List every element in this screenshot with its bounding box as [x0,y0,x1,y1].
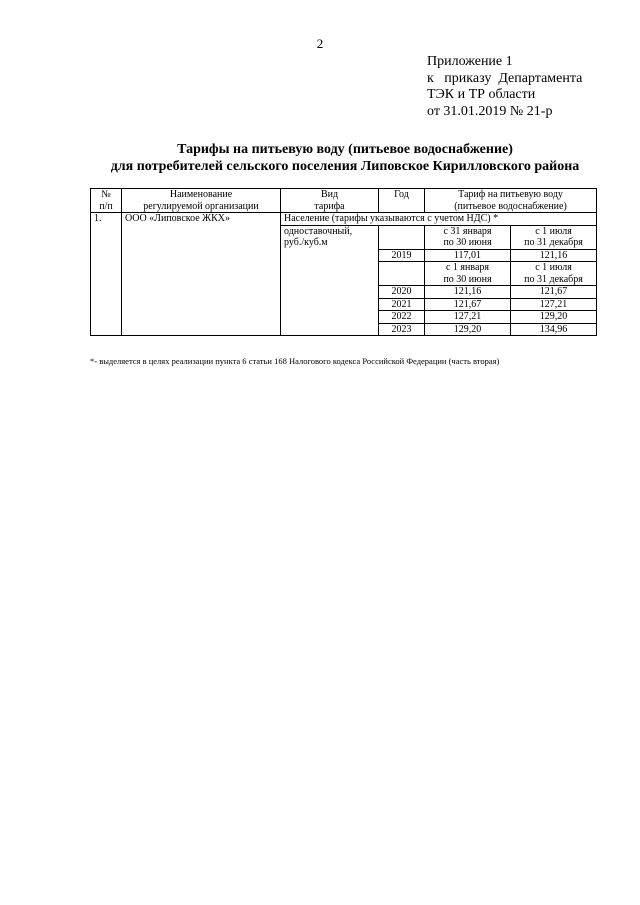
page-number: 2 [316,36,324,51]
header-organization: Наименование регулируемой организации [122,189,281,213]
table-row [91,213,597,226]
value-cell: 121,67 [425,298,511,311]
value-cell: 134,96 [511,323,597,336]
year-cell: 2023 [379,323,425,336]
period-header: с 1 июля по 31 декабря [511,225,597,249]
value-cell: 121,16 [425,286,511,299]
appendix-line: Приложение 1 [427,54,513,69]
tariff-type: одноставочный, руб./куб.м [281,225,379,336]
value-cell: 127,21 [425,311,511,324]
value-cell: 121,67 [511,286,597,299]
header-year: Год [379,189,425,213]
row-number: 1. [91,213,122,336]
period-header: с 1 января по 30 июня [425,262,511,286]
blank-cell [379,225,425,249]
appendix-line: к приказу Департамента [427,70,583,86]
document-title [60,141,630,175]
appendix-header [427,54,607,120]
appendix-line: ТЭК и ТР области [427,87,536,102]
value-cell: 121,16 [511,249,597,262]
blank-cell [379,262,425,286]
population-note: Население (тарифы указываются с учетом НДС) * [281,213,597,226]
period-header: с 31 января по 30 июня [425,225,511,249]
period-header: с 1 июля по 31 декабря [511,262,597,286]
table-header-row [91,189,597,213]
appendix-line: от 31.01.2019 № 21-р [427,103,553,119]
year-cell: 2020 [379,286,425,299]
value-cell: 127,21 [511,298,597,311]
header-tariff: Тариф на питьевую воду (питьевое водоснабжение) [425,189,597,213]
year-cell: 2019 [379,249,425,262]
header-tariff-type: Вид тарифа [281,189,379,213]
value-cell: 129,20 [425,323,511,336]
value-cell: 117,01 [425,249,511,262]
header-number: № п/п [91,189,122,213]
year-cell: 2021 [379,298,425,311]
tariff-table [90,188,597,336]
footnote: *- выделяется в целях реализации пункта 6 статьи 168 Налогового кодекса Российской Федерации (часть вторая) [90,356,500,366]
value-cell: 129,20 [511,311,597,324]
title-line: для потребителей сельского поселения Липовское Кирилловского района [110,159,580,174]
organization-name: ООО «Липовское ЖКХ» [122,213,281,336]
title-line: Тарифы на питьевую воду (питьевое водоснабжение) [177,142,513,157]
year-cell: 2022 [379,311,425,324]
